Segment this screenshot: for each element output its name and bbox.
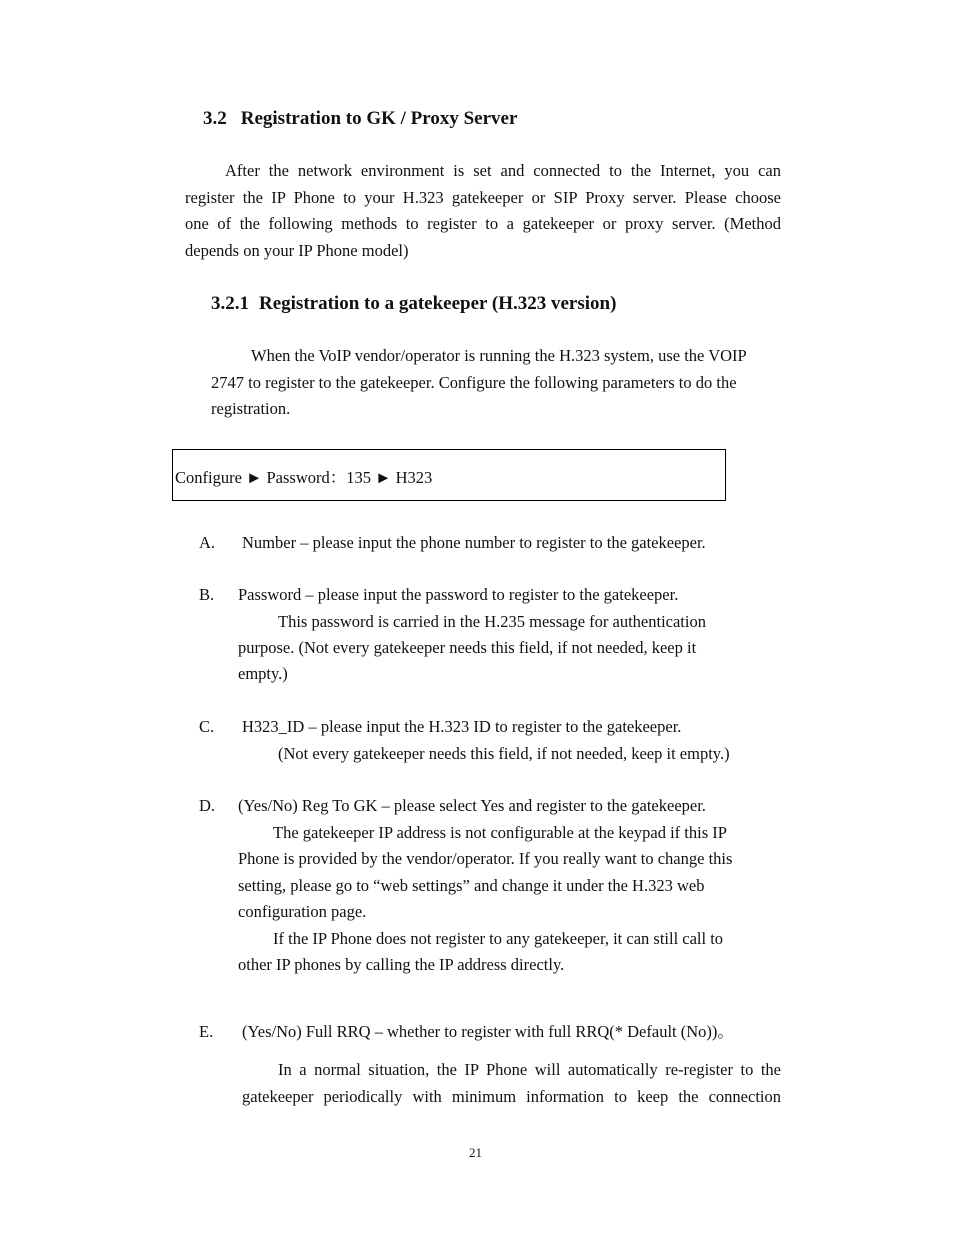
item-c-line-1: (Not every gatekeeper needs this field, if not needed, keep it empty.) <box>278 744 730 763</box>
page-number: 21 <box>469 1145 482 1160</box>
section-intro-line-4: depends on your IP Phone model) <box>185 241 409 260</box>
menu-path-text: Configure ► Password：135 ► H323 <box>175 468 433 487</box>
item-b-marker: B. <box>199 585 215 604</box>
item-a-marker: A. <box>199 533 216 552</box>
item-d-line-3: setting, please go to “web settings” and change it under the H.323 web <box>238 876 705 895</box>
item-d-line-2: Phone is provided by the vendor/operator. If you really want to change this <box>238 849 733 868</box>
section-intro-line-3: one of the following methods to register to a gatekeeper or proxy server. (Method <box>185 214 781 233</box>
section-intro-line-2: register the IP Phone to your H.323 gatekeeper or SIP Proxy server. Please choose <box>185 188 781 207</box>
subsection-number: 3.2.1 <box>211 293 249 314</box>
item-a-title: Number – please input the phone number to register to the gatekeeper. <box>242 533 706 552</box>
item-d-marker: D. <box>199 796 216 815</box>
item-b-line-1: This password is carried in the H.235 message for authentication <box>278 612 706 631</box>
section-intro-line-1: After the network environment is set and connected to the Internet, you can <box>225 161 781 180</box>
subsection-title: Registration to a gatekeeper (H.323 version) <box>259 293 617 314</box>
subsection-intro-line-3: registration. <box>211 399 291 418</box>
item-c-marker: C. <box>199 717 215 736</box>
item-d-line-5: If the IP Phone does not register to any gatekeeper, it can still call to <box>273 929 724 948</box>
subsection-intro-line-1: When the VoIP vendor/operator is running the H.323 system, use the VOIP <box>251 346 747 365</box>
item-d-line-4: configuration page. <box>238 902 367 921</box>
item-b-line-3: empty.) <box>238 664 288 683</box>
section-heading <box>203 108 517 130</box>
subsection-heading <box>211 293 616 315</box>
subsection-intro-line-2: 2747 to register to the gatekeeper. Configure the following parameters to do the <box>211 373 737 392</box>
item-d-line-1: The gatekeeper IP address is not configurable at the keypad if this IP <box>273 823 727 842</box>
item-e-marker: E. <box>199 1022 214 1041</box>
section-title: Registration to GK / Proxy Server <box>240 108 518 129</box>
item-e-title: (Yes/No) Full RRQ – whether to register with full RRQ(* Default (No))。 <box>242 1022 734 1041</box>
item-e-line-1: In a normal situation, the IP Phone will automatically re-register to the <box>278 1060 781 1079</box>
item-e-line-2: gatekeeper periodically with minimum information to keep the connection <box>242 1087 781 1106</box>
item-d-line-6: other IP phones by calling the IP address directly. <box>238 955 565 974</box>
item-b-title: Password – please input the password to register to the gatekeeper. <box>238 585 679 604</box>
item-d-title: (Yes/No) Reg To GK – please select Yes and register to the gatekeeper. <box>238 796 706 815</box>
item-c-title: H323_ID – please input the H.323 ID to register to the gatekeeper. <box>242 717 682 736</box>
item-b-line-2: purpose. (Not every gatekeeper needs this field, if not needed, keep it <box>238 638 697 657</box>
section-number: 3.2 <box>203 108 227 129</box>
menu-path-box <box>172 449 726 501</box>
